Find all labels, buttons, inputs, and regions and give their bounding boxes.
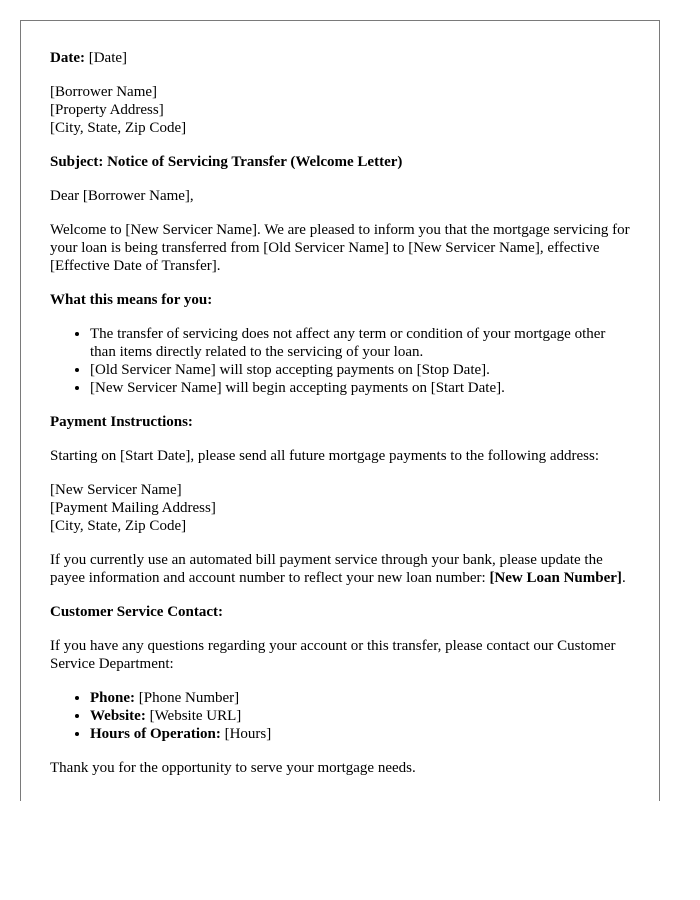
letter-body bbox=[50, 49, 630, 793]
autopay-end: . bbox=[621, 570, 626, 586]
letter-page bbox=[20, 20, 660, 801]
address-line: [Property Address] bbox=[50, 102, 164, 118]
list-item: • The transfer of servicing does not affect any term or condition of your mortgage other than items directly related to the servicing of your loan. bbox=[90, 325, 630, 361]
recipient-address bbox=[50, 83, 630, 137]
address-line: [New Servicer Name] bbox=[50, 482, 182, 498]
payment-heading bbox=[50, 413, 630, 431]
means-list bbox=[50, 325, 630, 397]
contact-value: [Phone Number] bbox=[135, 690, 240, 706]
contact-value: [Hours] bbox=[220, 726, 272, 742]
payment-address bbox=[50, 481, 630, 535]
address-line: [Borrower Name] bbox=[50, 84, 158, 100]
date-label: Date: bbox=[50, 50, 85, 66]
autopay-text: If you currently use an automated bill payment service through your bank, please update the payee information and account number to reflect your new loan number: bbox=[50, 552, 603, 586]
greeting: Dear [Borrower Name], bbox=[50, 188, 194, 204]
means-heading bbox=[50, 291, 630, 309]
contact-phone bbox=[90, 689, 630, 707]
payment-heading-text: Payment Instructions: bbox=[50, 414, 193, 430]
intro-paragraph: Welcome to [New Servicer Name]. We are pleased to inform you that the mortgage servicing for your loan is being transferred from [Old Servicer Name] to [New Servicer Name], effective [Effective Date of Transfer]. bbox=[50, 222, 630, 274]
means-heading-text: What this means for you: bbox=[50, 292, 213, 308]
contact-website bbox=[90, 707, 630, 725]
contact-heading-text: Customer Service Contact: bbox=[50, 604, 224, 620]
address-line: [City, State, Zip Code] bbox=[50, 518, 187, 534]
subject-line bbox=[50, 153, 630, 171]
closing-paragraph: Thank you for the opportunity to serve your mortgage needs. bbox=[50, 760, 416, 776]
new-loan-number: [New Loan Number] bbox=[489, 570, 622, 586]
contact-paragraph: If you have any questions regarding your account or this transfer, please contact our Customer Service Department: bbox=[50, 638, 616, 672]
address-line: [City, State, Zip Code] bbox=[50, 120, 187, 136]
autopay-paragraph bbox=[50, 551, 630, 587]
subject-text: Subject: Notice of Servicing Transfer (Welcome Letter) bbox=[50, 154, 403, 170]
contact-label: Hours of Operation: bbox=[90, 726, 221, 742]
contact-label: Phone: bbox=[90, 690, 135, 706]
contact-heading bbox=[50, 603, 630, 621]
date-line bbox=[50, 49, 630, 67]
date-value: [Date] bbox=[88, 50, 128, 66]
payment-paragraph: Starting on [Start Date], please send all future mortgage payments to the following address: bbox=[50, 448, 600, 464]
contact-label: Website: bbox=[90, 708, 146, 724]
address-line: [Payment Mailing Address] bbox=[50, 500, 216, 516]
contact-list bbox=[50, 689, 630, 743]
contact-hours bbox=[90, 725, 630, 743]
contact-value: [Website URL] bbox=[145, 708, 242, 724]
list-item: • [Old Servicer Name] will stop accepting payments on [Stop Date]. bbox=[90, 361, 630, 379]
list-item: • [New Servicer Name] will begin accepting payments on [Start Date]. bbox=[90, 379, 630, 397]
